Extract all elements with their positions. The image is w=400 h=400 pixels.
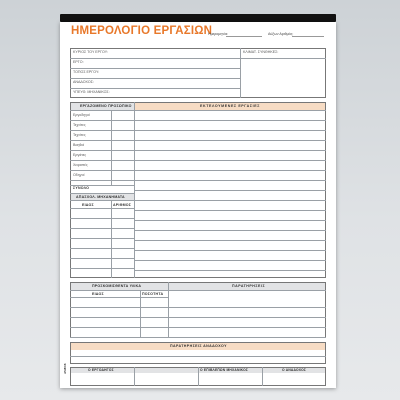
date-line	[226, 36, 262, 37]
works-rule	[134, 120, 326, 121]
main-header-rule	[70, 110, 326, 111]
signature-supervisor: Ο ΕΡΓΟΔΗΓΟΣ	[88, 368, 114, 373]
works-rule	[134, 230, 326, 231]
machinery-col-count: ΑΡΙΘΜΟΣ	[113, 203, 132, 207]
machinery-rule	[70, 248, 134, 249]
works-rule	[134, 210, 326, 211]
machinery-rule	[70, 258, 134, 259]
personnel-header: ΕΡΓΑΖΟΜΕΝΟ ΠΡΟΣΩΠΙΚΟ	[80, 104, 132, 108]
personnel-rule	[70, 170, 134, 171]
works-rule	[134, 190, 326, 191]
signature-divider	[198, 367, 199, 386]
materials-rule	[70, 317, 326, 318]
total-rule-top	[70, 185, 134, 186]
personnel-row-label: Εργάτες	[73, 153, 87, 157]
machinery-col-rule	[70, 208, 134, 209]
materials-rule	[70, 337, 326, 338]
contractor-remarks-line	[70, 356, 326, 357]
engineer-label: ΥΠΕΥΘ. ΜΗΧΑΝΙΚΟΣ:	[73, 90, 110, 94]
materials-col-qty: ΠΟΣΟΤΗΤΑ	[142, 291, 164, 296]
works-rule	[134, 220, 326, 221]
contractor-remarks-header: ΠΑΡΑΤΗΡΗΣΕΙΣ ΑΝΑΔΟΧΟΥ	[170, 344, 227, 348]
materials-rule	[70, 327, 326, 328]
info-row-line	[70, 78, 240, 79]
info-row-line	[70, 68, 240, 69]
works-rule	[134, 260, 326, 261]
project-label: ΕΡΓΟ:	[73, 60, 84, 64]
machinery-rule	[70, 238, 134, 239]
personnel-row-label: Οδηγοί	[73, 173, 85, 177]
works-rule	[134, 270, 326, 271]
notepad-binding	[60, 14, 336, 22]
date-label: Ημερομηνία:	[208, 32, 229, 36]
contractor-label: ΑΝΑΔΟΧΟΣ:	[73, 80, 94, 84]
weather-label: ΚΛΙΜΑΤ. ΣΥΝΘΗΚΕΣ:	[243, 50, 279, 54]
personnel-row-label: Χειριστές	[73, 163, 88, 167]
signature-divider	[262, 367, 263, 386]
works-rule	[134, 240, 326, 241]
machinery-rule	[70, 268, 134, 269]
machinery-divider	[111, 200, 112, 278]
remarks-header: ΠΑΡΑΤΗΡΗΣΕΙΣ	[232, 284, 266, 288]
machinery-header-rule	[70, 200, 134, 201]
serial-number-line	[292, 36, 324, 37]
form-title: ΗΜΕΡΟΛΟΓΙΟ ΕΡΓΑΣΙΩΝ	[71, 25, 213, 37]
signature-contractor: Ο ΑΝΑΔΟΧΟΣ	[282, 368, 307, 373]
personnel-row-label: Βοηθοί	[73, 143, 85, 147]
machinery-rule	[70, 218, 134, 219]
personnel-rule	[70, 140, 134, 141]
info-divider	[240, 48, 241, 98]
signature-divider	[134, 367, 135, 386]
total-rule-bottom	[70, 193, 134, 194]
personnel-row-label: Εργοδηγοί	[73, 113, 90, 117]
info-row-line	[70, 88, 240, 89]
work-log-form	[60, 22, 336, 388]
machinery-header: ΑΠΑΣΧΟΛ. ΜΗΧΑΝΗΜΑΤΑ	[76, 194, 125, 199]
location-label: ΤΟΠΟΣ ΕΡΓΟΥ:	[73, 70, 100, 74]
materials-col-type: ΕΙΔΟΣ	[92, 291, 104, 296]
works-rule	[134, 170, 326, 171]
signature-engineer: Ο ΕΠΙΒΛΕΠΩΝ ΜΗΧΑΝΙΚΟΣ	[200, 368, 249, 373]
works-rule	[134, 150, 326, 151]
info-row-line	[70, 58, 326, 59]
personnel-rule	[70, 130, 134, 131]
materials-col-rule	[70, 297, 168, 298]
materials-rule	[70, 307, 326, 308]
works-rule	[134, 180, 326, 181]
personnel-rule	[70, 160, 134, 161]
side-code: A5/80/6	[63, 363, 67, 374]
personnel-row-label: Τεχνίτες	[73, 133, 86, 137]
total-label: ΣΥΝΟΛΟ	[73, 186, 90, 190]
machinery-col-type: ΕΙΔΟΣ	[82, 203, 94, 207]
works-rule	[134, 140, 326, 141]
personnel-rule	[70, 120, 134, 121]
personnel-row-label: Τεχνίτες	[73, 123, 86, 127]
works-header: ΕΚΤΕΛΟΥΜΕΝΕΣ ΕΡΓΑΣΙΕΣ	[200, 104, 260, 108]
works-rule	[134, 250, 326, 251]
works-rule	[134, 130, 326, 131]
personnel-count-divider	[111, 110, 112, 185]
personnel-rule	[70, 150, 134, 151]
works-rule	[134, 200, 326, 201]
materials-header: ΠΡΟΣΚΟΜΙΣΘΕΝΤΑ ΥΛΙΚΑ	[92, 284, 142, 288]
works-rule	[134, 160, 326, 161]
form-header	[60, 22, 336, 40]
owner-label: ΚΥΡΙΟΣ ΤΟΥ ΕΡΓΟΥ:	[73, 50, 108, 54]
personnel-rule	[70, 180, 134, 181]
serial-number-label: Αύξων Αριθμός:	[268, 32, 294, 36]
machinery-rule	[70, 228, 134, 229]
materials-header-rule	[70, 290, 326, 291]
